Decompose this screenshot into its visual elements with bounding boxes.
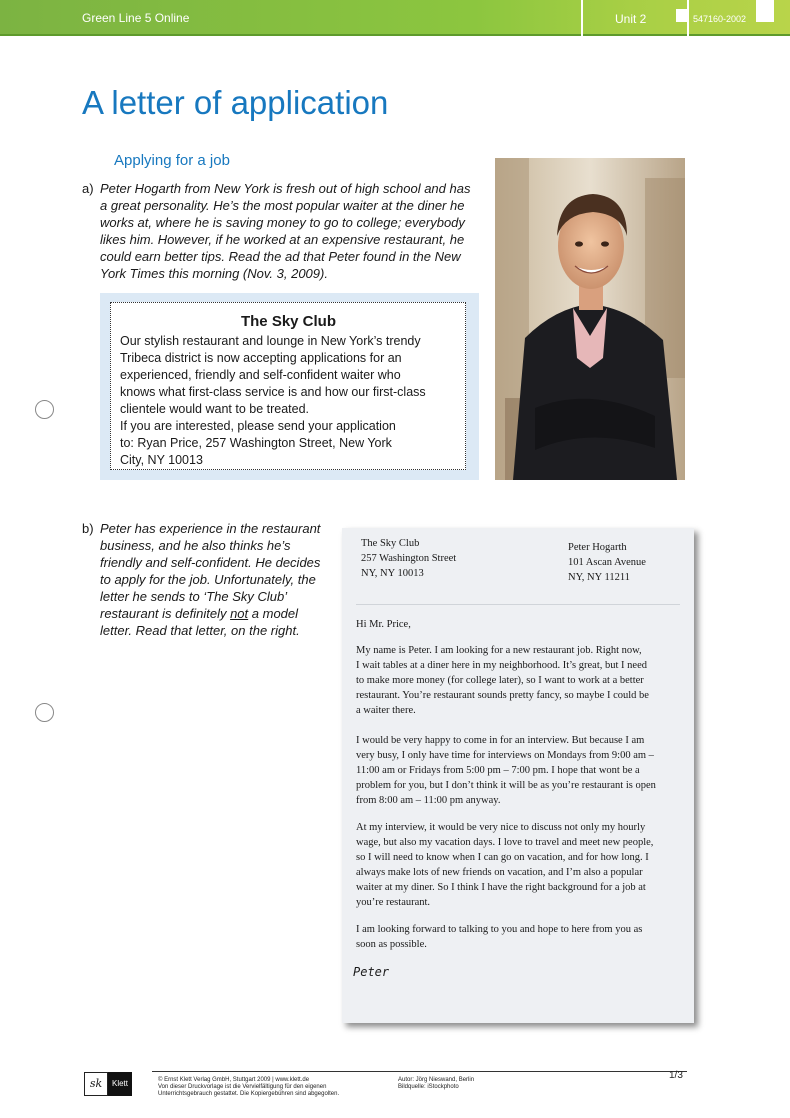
task-a-text: Peter Hogarth from New York is fresh out of high school and has a great personality. He’s the most popular waiter at the diner he works at, where he is saving money to go to college; everybody likes him. However, if he worked at an expensive restaurant, he could earn better tips. Read the ad that Peter found in the New York Times this morning (Nov. 3, 2009). bbox=[100, 181, 471, 281]
punch-hole-icon bbox=[35, 400, 54, 419]
unit-label: Unit 2 bbox=[615, 12, 647, 26]
punch-hole-icon bbox=[35, 703, 54, 722]
letter-signature: Peter bbox=[353, 965, 390, 979]
task-a bbox=[82, 180, 472, 282]
letter-paragraph: I would be very happy to come in for an interview. But because I am very busy, I only have time for interviews on Mondays from 9:00 am – 11:00 am or Fridays from 5:00 pm – 7:00 pm. I hope that wont be a problem for you, but I don’t think it will be as you’re restaurant is open from 8:00 am – 11:00 pm anyway. bbox=[356, 735, 656, 806]
klett-logo bbox=[84, 1072, 132, 1096]
letter-paragraph: My name is Peter. I am looking for a new restaurant job. Right now, I wait tables at a diner here in my neighborhood. It’s great, but I need to make more money (for college later), so I want to work at a better restaurant. You’re restaurant sounds pretty fancy, so maybe I could be a waiter there. bbox=[356, 645, 649, 716]
header-divider bbox=[581, 0, 583, 36]
task-b-text-start: Peter has experience in the restaurant business, and he also thinks he’s friendly and self-confident. He decides to apply for the job. Unfortunately, the letter he sends to ‘The Sky Club’ restaurant is definitely bbox=[100, 521, 321, 621]
page-header bbox=[0, 0, 790, 38]
klett-logo-icon: sk bbox=[84, 1072, 108, 1096]
footer-credits: Autor: Jörg Nieswand, Berlin Bildquelle: iStockphoto bbox=[398, 1077, 475, 1090]
ad-title: The Sky Club bbox=[240, 313, 337, 330]
letter-salutation: Hi Mr. Price, bbox=[356, 619, 411, 630]
job-ad bbox=[110, 302, 466, 470]
ad-body: Our stylish restaurant and lounge in New York’s trendy Tribeca district is now accepting applications for an experienced, friendly and self-confident waiter who knows what first-class service is and how our first-class clientele would want to be treated. If you are interested, please send your application to: Ryan Price, 257 Washington Street, New York City, NY 10013 bbox=[120, 334, 426, 467]
klett-logo-wordmark: Klett bbox=[108, 1072, 132, 1096]
sender-address: Peter Hogarth 101 Ascan Avenue NY, NY 11211 bbox=[568, 542, 646, 583]
person-photo bbox=[495, 158, 685, 480]
document-code: 547160-2002 bbox=[693, 14, 747, 24]
task-a-label: a) bbox=[82, 181, 94, 196]
task-b-text-end: a model letter. Read that letter, on the right. bbox=[100, 606, 300, 638]
task-b-label: b) bbox=[82, 521, 94, 536]
page-title: A letter of application bbox=[82, 84, 389, 121]
letter-paragraph: I am looking forward to talking to you and hope to here from you as soon as possible. bbox=[356, 924, 643, 950]
task-b-emphasis: not bbox=[230, 606, 249, 621]
header-square-icon bbox=[676, 9, 687, 22]
header-underline bbox=[0, 34, 790, 36]
recipient-address: The Sky Club 257 Washington Street NY, NY 10013 bbox=[361, 538, 457, 579]
footer-rule bbox=[152, 1071, 687, 1072]
header-tab-icon bbox=[756, 0, 774, 22]
header-divider bbox=[687, 0, 689, 36]
task-b bbox=[82, 520, 328, 639]
section-subtitle: Applying for a job bbox=[114, 152, 230, 169]
footer-copyright: © Ernst Klett Verlag GmbH, Stuttgart 2009 | www.klett.de Von dieser Druckvorlage ist die Vervielfältigung für den eigenen Unterrichtsgebrauch gestattet. Die Kopiergebühren sind abgegolten. bbox=[158, 1077, 340, 1097]
series-title: Green Line 5 Online bbox=[82, 11, 190, 25]
letter-divider bbox=[356, 604, 680, 605]
sample-letter bbox=[342, 528, 694, 1023]
page-number: 1/3 bbox=[669, 1070, 683, 1081]
letter-paragraph: At my interview, it would be very nice to discuss not only my hourly wage, but also my vacation days. I love to travel and meet new people, so I will need to know when I can go on vacation, and for how long. I always make lots of new friends on vacation, and I’m also a popular waiter at my diner. So I think I have the right background for a job at you’re restaurant. bbox=[356, 822, 654, 908]
